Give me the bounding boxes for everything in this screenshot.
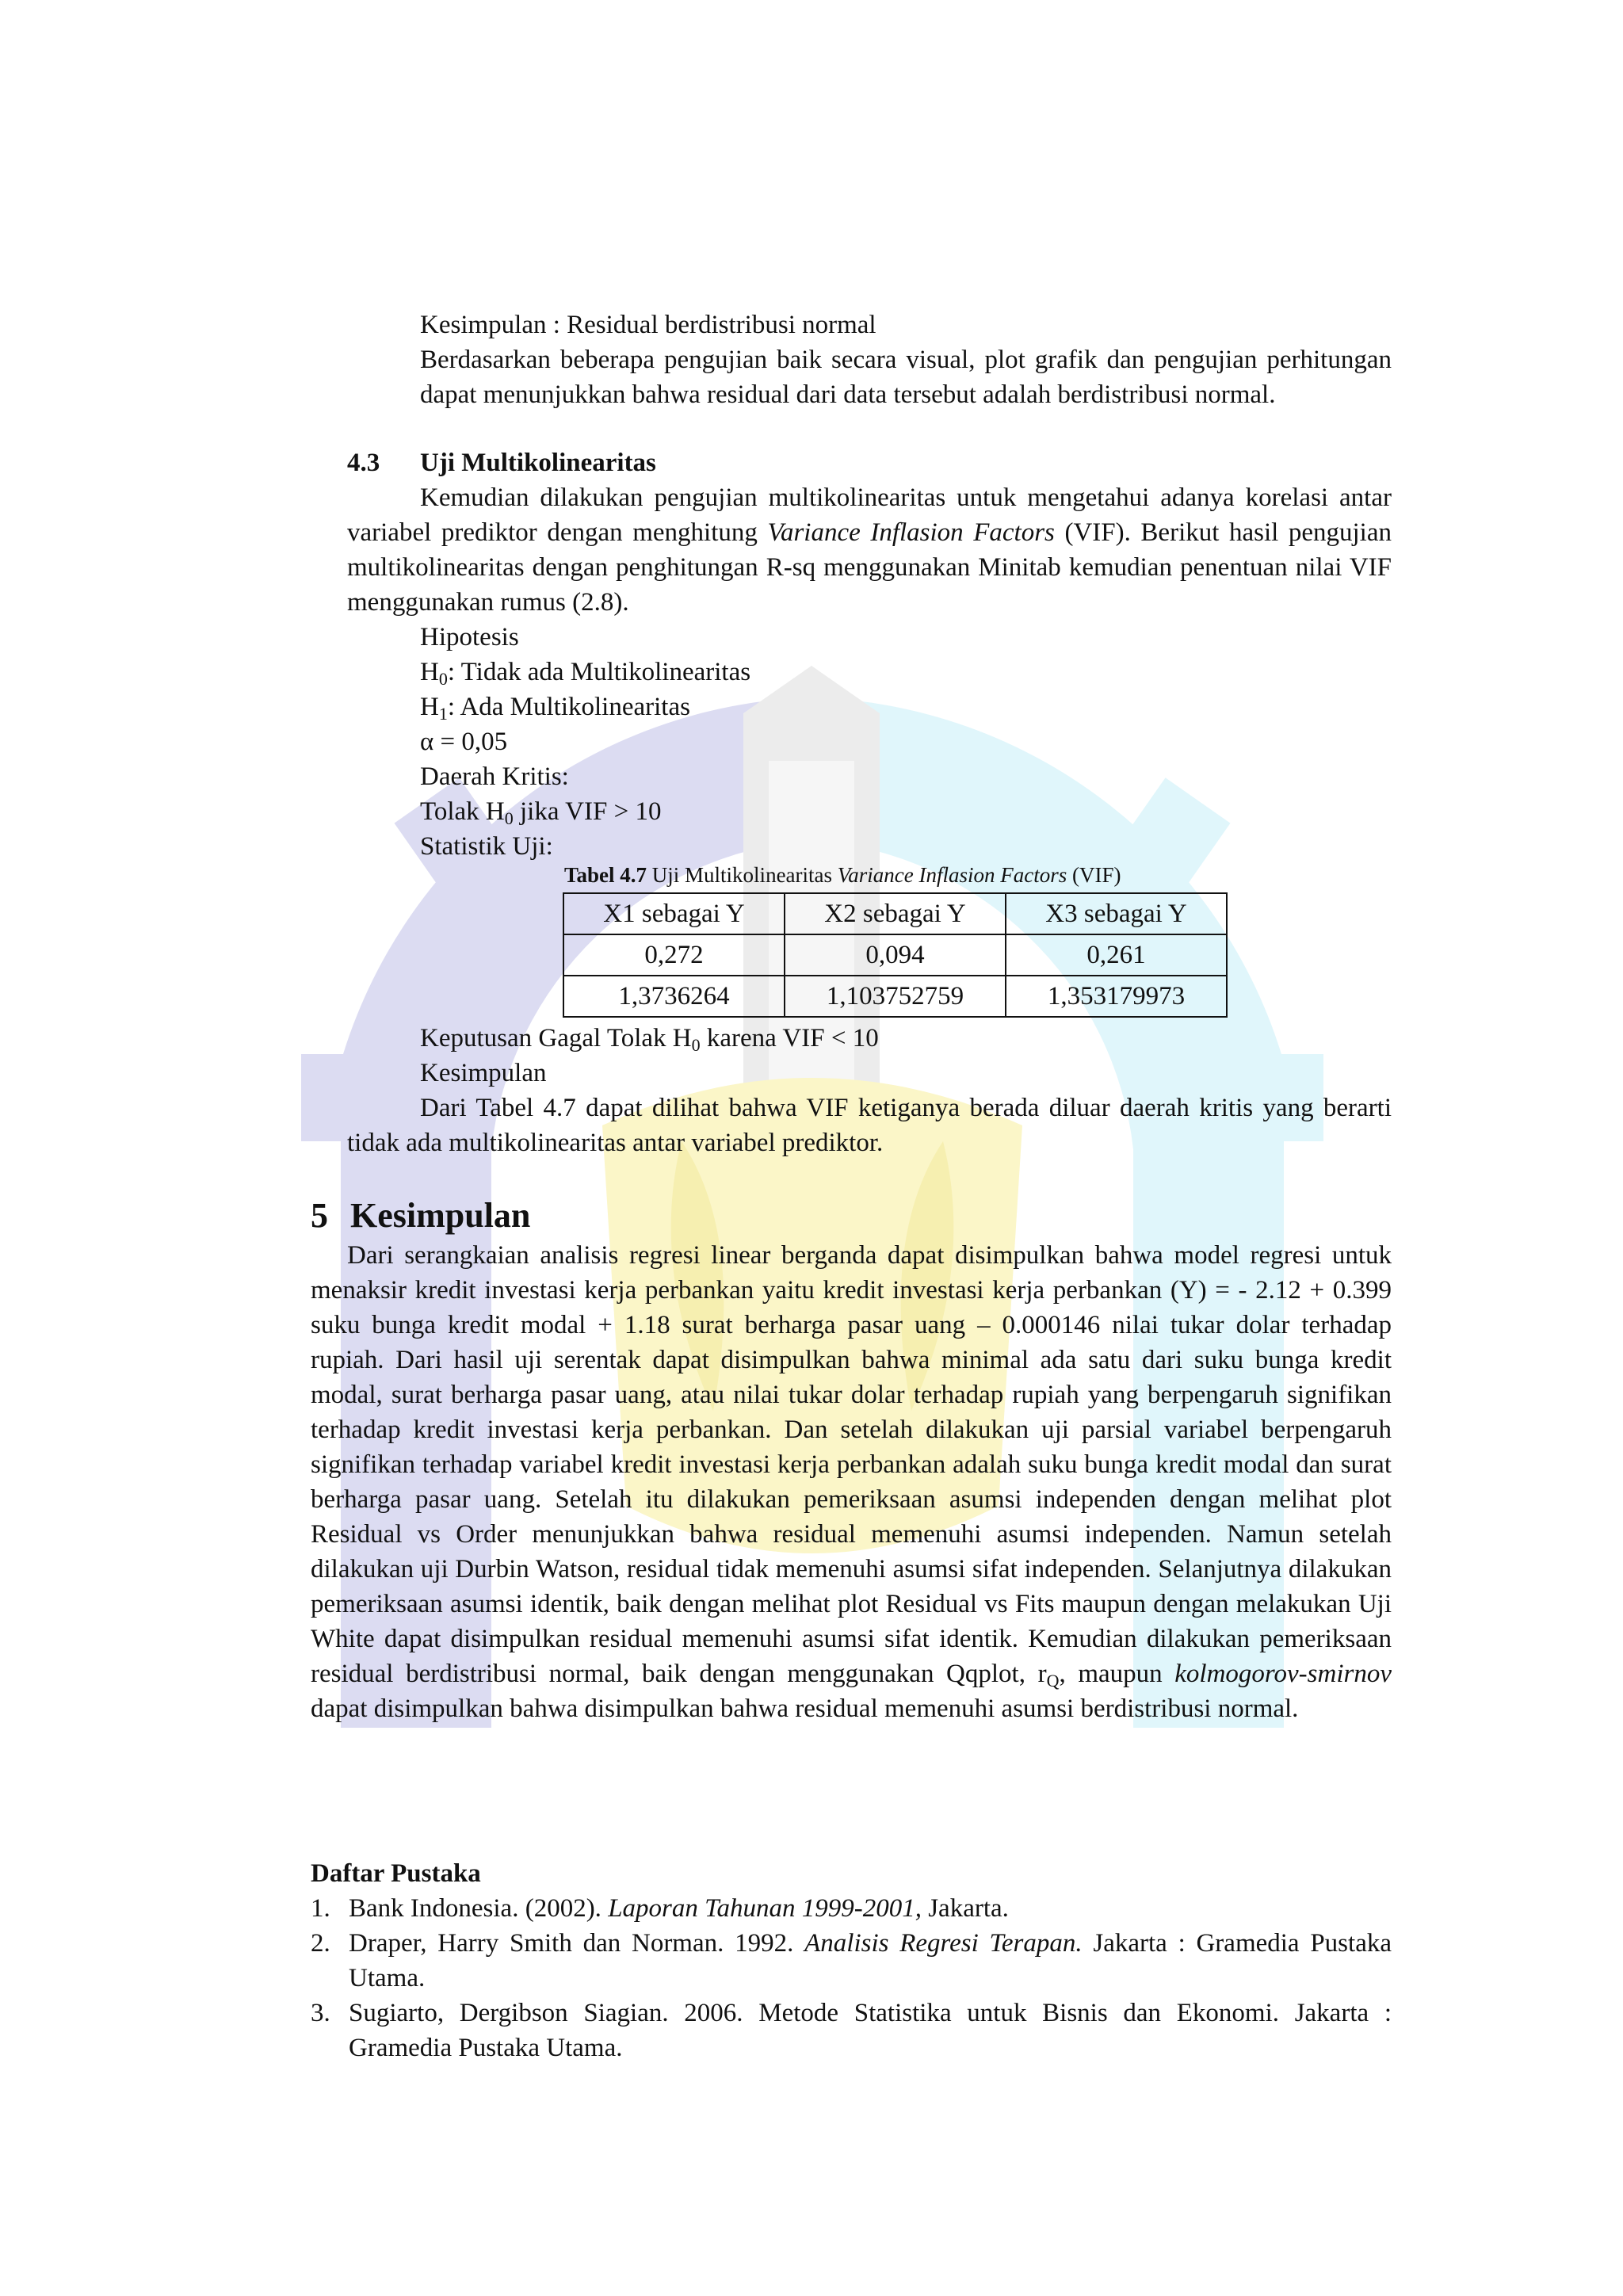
alpha-line: α = 0,05 (420, 728, 508, 756)
normality-conclusion: Kesimpulan : Residual berdistribusi normal (420, 311, 876, 339)
references-list (311, 1891, 1392, 2065)
section-number: 5 (311, 1196, 328, 1235)
section-title: Kesimpulan (350, 1196, 531, 1235)
table-row (563, 934, 1227, 976)
table-caption: Tabel 4.7 Uji Multikolinearitas Variance Inflasion Factors (VIF) (564, 863, 1121, 887)
table-header-cell: X2 sebagai Y (785, 893, 1006, 934)
intro-text-b: (VIF). Berikut hasil pengujian multikolinearitas dengan penghitungan R-sq menggunakan Minitab kemudian penentuan nilai VIF menggunakan rumus (2.8). (347, 518, 1392, 617)
table-header-row (563, 893, 1227, 934)
conclusion-label: Kesimpulan (420, 1059, 547, 1087)
test-statistic-label: Statistik Uji: (420, 832, 553, 861)
hypothesis-block (420, 620, 750, 864)
decision-block (420, 1021, 879, 1091)
table-cell: 0,261 (1006, 934, 1227, 976)
table-row (563, 976, 1227, 1017)
h0-line: $H_0$: Tidak ada Multikolinearitas (420, 658, 751, 689)
references-heading: Daftar Pustaka (311, 1859, 481, 1888)
conclusion-paragraph: Dari serangkaian analisis regresi linear berganda dapat disimpulkan bahwa model regresi untuk menaksir kredit investasi kerja perbankan yaitu kredit investasi kerja perbankan (Y) = - 2.12 + 0.399 suku bunga kredit modal + 1.18 surat berharga pasar uang – 0.000146 nilai tukar dolar terhadap rupiah. Dari hasil uji serentak dapat disimpulkan bahwa minimal ada satu dari suku bunga kredit modal, surat berharga pasar uang, atau nilai tukar dolar terhadap rupiah yang berpengaruh signifikan terhadap kredit investasi kerja perbankan. Dan setelah dilakukan uji parsial variabel berpengaruh signifikan terhadap variabel kredit investasi kerja perbankan adalah suku bunga kredit modal dan surat berharga pasar uang. Setelah itu dilakukan pemeriksaan asumsi independen dengan melihat plot Residual vs Order menunjukkan bahwa residual memenuhi asumsi independen. Namun setelah dilakukan uji Durbin Watson, residual tidak memenuhi asumsi sifat independen. Selanjutnya dilakukan pemeriksaan asumsi identik, baik dengan melihat plot Residual vs Fits maupun dengan melakukan Uji White dapat disimpulkan residual memenuhi asumsi sifat identik. Kemudian dilakukan pemeriksaan residual berdistribusi normal, baik dengan menggunakan Qqplot, $r_Q$, maupun kolmogorov-smirnov dapat disimpulkan bahwa disimpulkan bahwa residual memenuhi asumsi berdistribusi normal. (311, 1241, 1392, 1723)
critical-region-label: Daerah Kritis: (420, 762, 569, 791)
intro-text-a: Kemudian dilakukan pengujian multikolinearitas untuk mengetahui adanya korelasi antar variabel prediktor dengan menghitung (347, 483, 1392, 547)
reference-item: 2. Draper, Harry Smith dan Norman. 1992. Analisis Regresi Terapan. Jakarta : Gramedia Pustaka Utama. (311, 1929, 1392, 1992)
table-header-cell: X1 sebagai Y (563, 893, 785, 934)
table-cell: 1,3736264 (563, 976, 785, 1017)
table-cell: 0,094 (785, 934, 1006, 976)
vif-table (563, 892, 1228, 1018)
table-cell: 0,272 (563, 934, 785, 976)
table-cell: 1,353179973 (1006, 976, 1227, 1017)
section-number: 4.3 (347, 449, 380, 477)
multicollinearity-conclusion-paragraph: Dari Tabel 4.7 dapat dilihat bahwa VIF ketiganya berada diluar daerah kritis yang berarti tidak ada multikolinearitas antar variabel prediktor. (347, 1094, 1392, 1157)
normality-summary-paragraph: Berdasarkan beberapa pengujian baik secara visual, plot grafik dan pengujian perhitungan dapat menunjukkan bahwa residual dari data tersebut adalah berdistribusi normal. (420, 346, 1392, 409)
section-4-3-heading (347, 445, 656, 480)
decision-line: Keputusan Gagal Tolak $H_0$ karena VIF < 10 (420, 1024, 879, 1055)
h1-line: $H_1$: Ada Multikolinearitas (420, 693, 690, 724)
section-5-heading (311, 1194, 530, 1238)
reference-item: 3. Sugiarto, Dergibson Siagian. 2006. Metode Statistika untuk Bisnis dan Ekonomi. Jakarta : Gramedia Pustaka Utama. (311, 1999, 1392, 2062)
table-header-cell: X3 sebagai Y (1006, 893, 1227, 934)
table-cell: 1,103752759 (785, 976, 1006, 1017)
intro-text-italic: Variance Inflasion Factors (767, 518, 1055, 547)
hypothesis-label: Hipotesis (420, 623, 519, 651)
multicollinearity-intro-paragraph (347, 480, 1392, 620)
reference-item: 1. Bank Indonesia. (2002). Laporan Tahunan 1999-2001, Jakarta. (311, 1894, 1009, 1923)
section-title: Uji Multikolinearitas (420, 449, 656, 477)
reject-rule-line: Tolak $H_0$ jika VIF > 10 (420, 797, 662, 828)
